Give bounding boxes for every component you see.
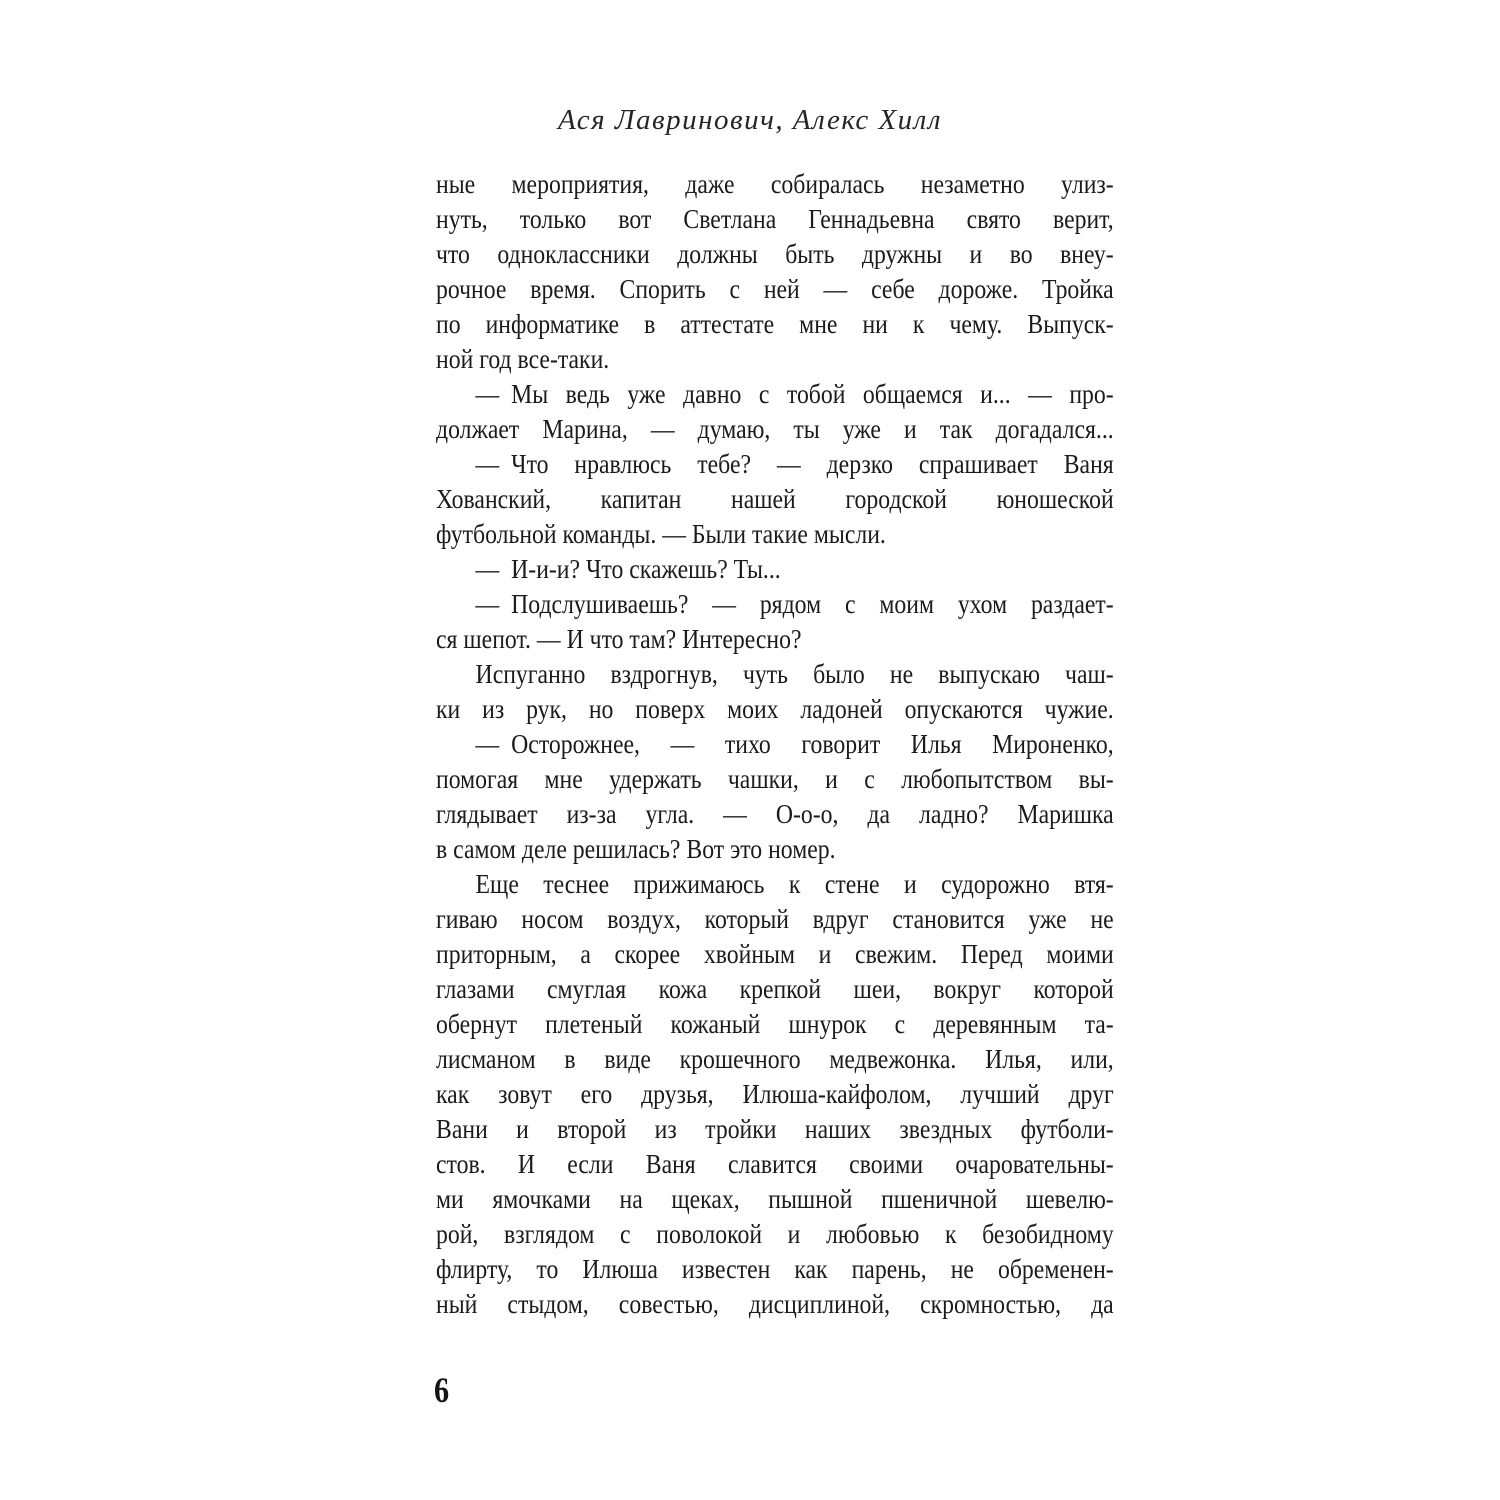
text-line: ной год все-таки. xyxy=(436,344,610,374)
text-line: по информатике в аттестате мне ни к чему. Выпуск- xyxy=(436,309,1114,339)
text-line: стов. И если Ваня славится своими очаровательны- xyxy=(436,1149,1114,1179)
text-line: ся шепот. — И что там? Интересно? xyxy=(436,624,802,654)
text-line: помогая мне удержать чашки, и с любопытством вы- xyxy=(436,764,1114,794)
text-line: лисманом в виде крошечного медвежонка. Илья, или, xyxy=(436,1044,1114,1074)
text-line: как зовут его друзья, Илюша-кайфолом, лучший друг xyxy=(436,1079,1114,1109)
text-line: — Подслушиваешь? — рядом с моим ухом раздает- xyxy=(475,589,1114,619)
text-line: — Осторожнее, — тихо говорит Илья Мироненко, xyxy=(475,729,1114,759)
text-line: ки из рук, но поверх моих ладоней опускаются чужие. xyxy=(436,694,1114,724)
text-line: рой, взглядом с поволокой и любовью к безобидному xyxy=(436,1219,1114,1249)
page-number: 6 xyxy=(434,1370,450,1410)
text-line: флирту, то Илюша известен как парень, не обременен- xyxy=(436,1254,1114,1284)
text-line: Еще теснее прижимаюсь к стене и судорожно втя- xyxy=(475,869,1114,899)
text-line: ми ямочками на щеках, пышной пшеничной шевелю- xyxy=(436,1184,1114,1214)
body-text xyxy=(436,167,1114,1322)
text-line: — Что нравлюсь тебе? — дерзко спрашивает Ваня xyxy=(475,449,1114,479)
text-line: — И-и-и? Что скажешь? Ты... xyxy=(475,554,781,584)
text-line: Хованский, капитан нашей городской юношеской xyxy=(436,484,1114,514)
text-line: ные мероприятия, даже собиралась незаметно улиз- xyxy=(436,169,1114,199)
text-line: глядывает из-за угла. — О-о-о, да ладно? Маришка xyxy=(436,799,1114,829)
text-line: в самом деле решилась? Вот это номер. xyxy=(436,834,836,864)
text-line: приторным, а скорее хвойным и свежим. Перед моими xyxy=(436,939,1114,969)
text-line: нуть, только вот Светлана Геннадьевна свято верит, xyxy=(436,204,1114,234)
text-line: должает Марина, — думаю, ты уже и так догадался... xyxy=(436,414,1114,444)
text-line: что одноклассники должны быть дружны и во внеу- xyxy=(436,239,1114,269)
text-line: глазами смуглая кожа крепкой шеи, вокруг которой xyxy=(436,974,1114,1004)
text-line: рочное время. Спорить с ней — себе дороже. Тройка xyxy=(436,274,1114,304)
text-line: ный стыдом, совестью, дисциплиной, скромностью, да xyxy=(436,1289,1114,1319)
running-head-authors: Ася Лавринович, Алекс Хилл xyxy=(558,104,942,136)
text-line: — Мы ведь уже давно с тобой общаемся и... — про- xyxy=(475,379,1114,409)
text-line: гиваю носом воздух, который вдруг становится уже не xyxy=(436,904,1114,934)
text-line: футбольной команды. — Были такие мысли. xyxy=(436,519,886,549)
text-line: обернут плетеный кожаный шнурок с деревянным та- xyxy=(436,1009,1114,1039)
text-line: Испуганно вздрогнув, чуть было не выпускаю чаш- xyxy=(475,659,1114,689)
text-line: Вани и второй из тройки наших звездных футболи- xyxy=(436,1114,1114,1144)
